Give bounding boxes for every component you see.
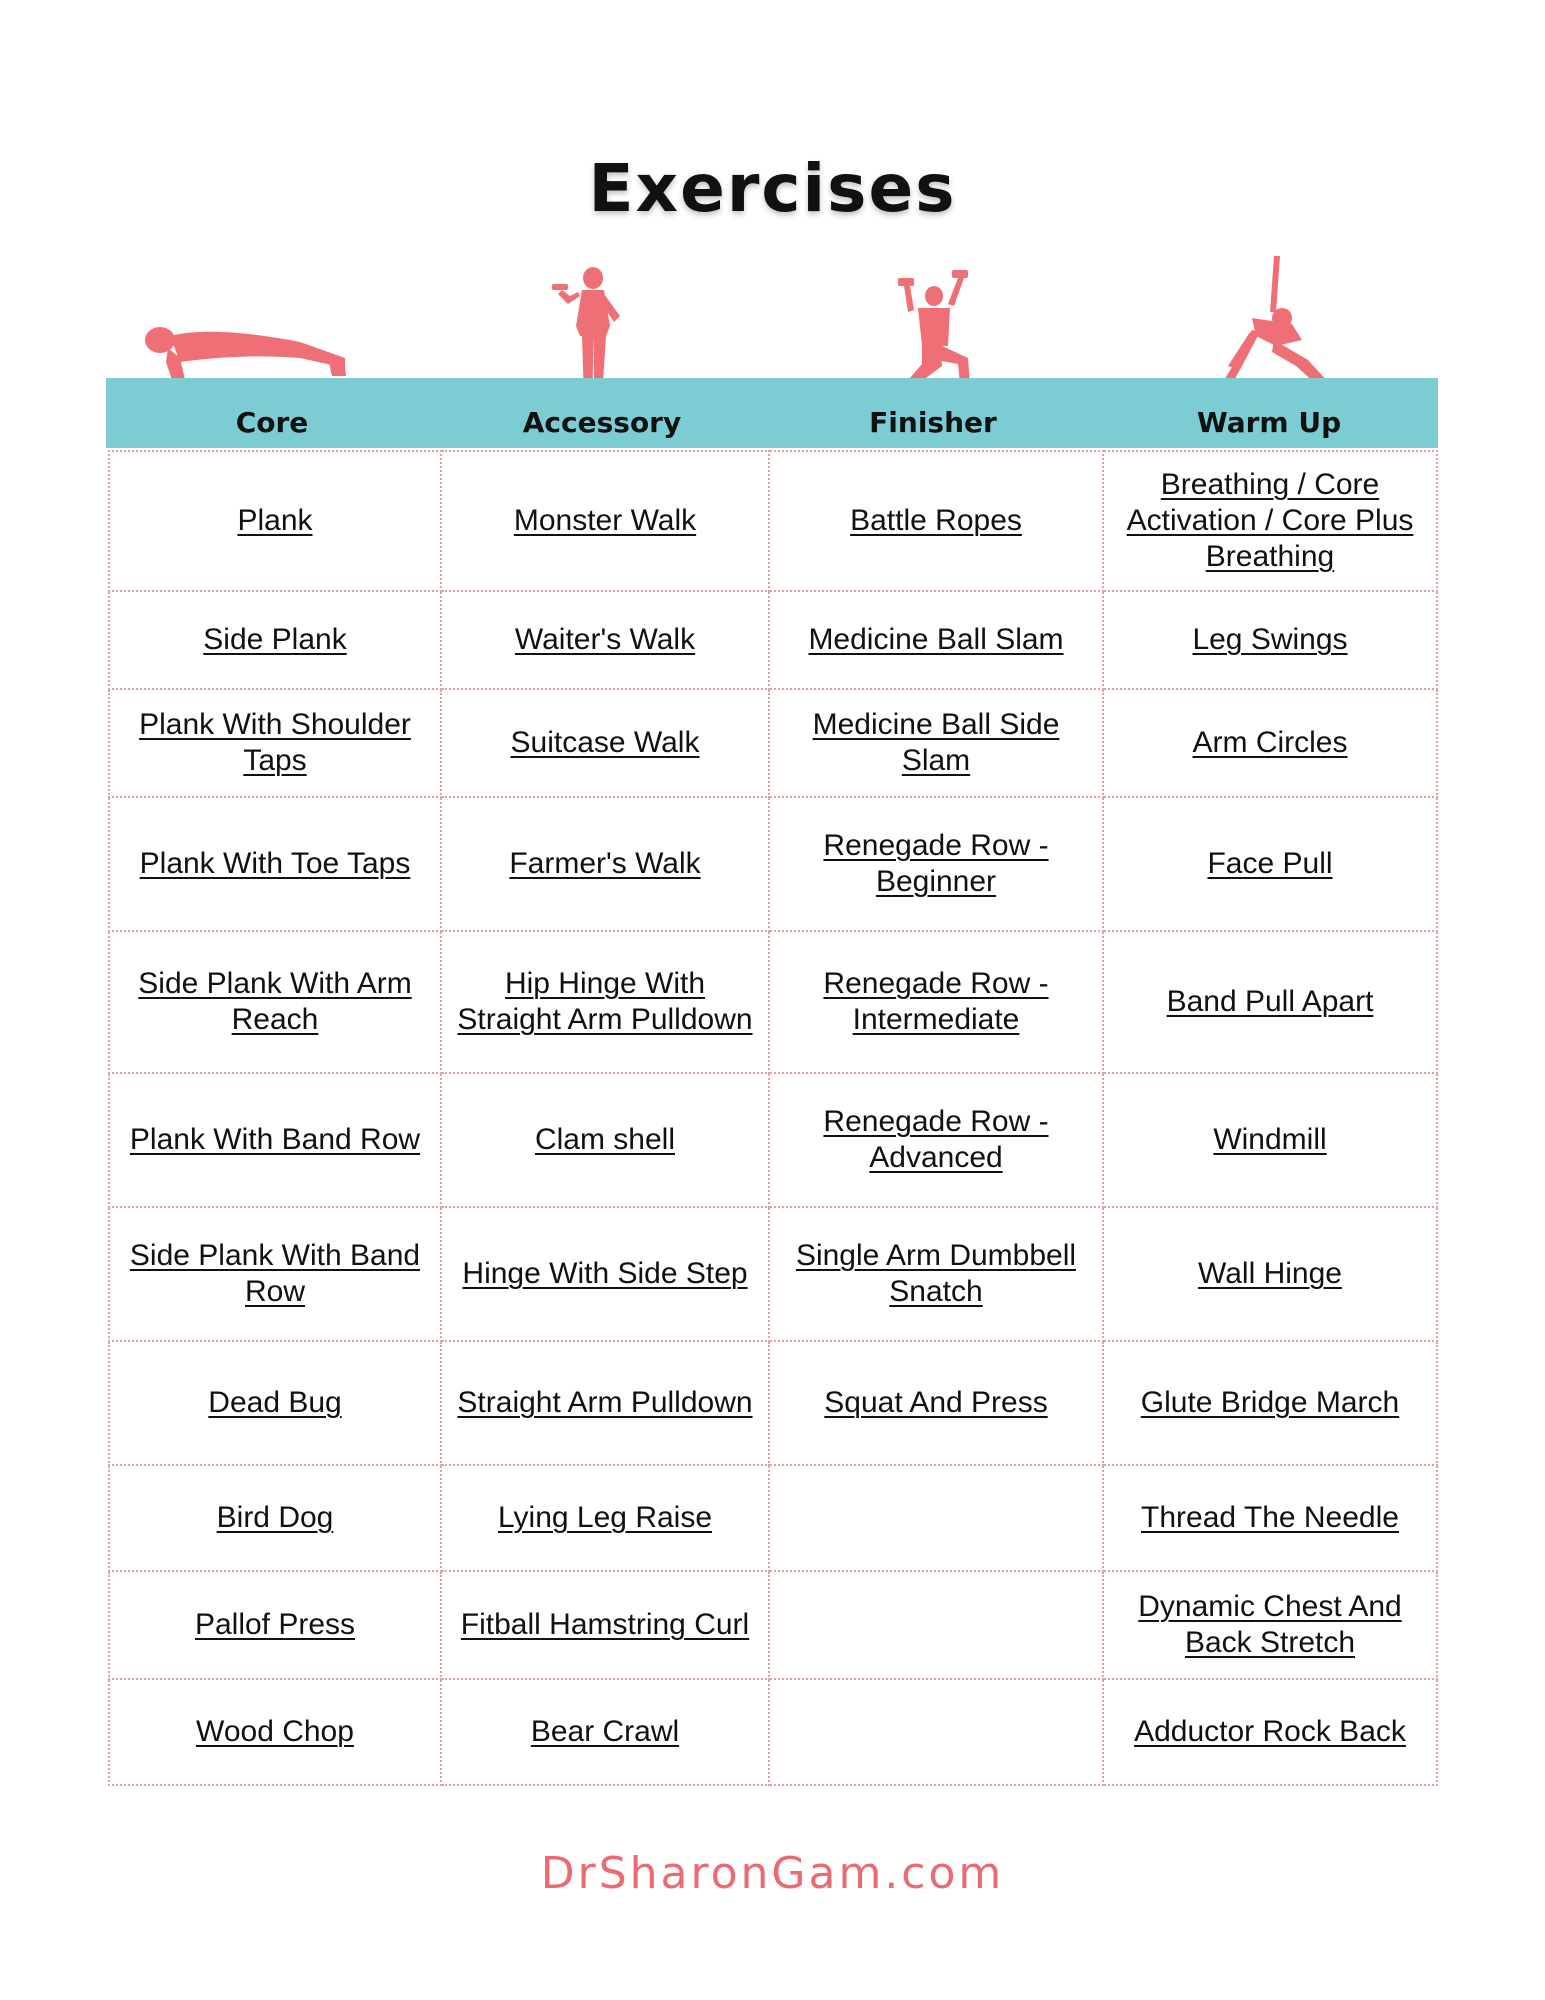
table-cell <box>1103 1341 1437 1465</box>
table-cell <box>1103 591 1437 689</box>
exercise-link[interactable]: Pallof Press <box>194 1608 356 1641</box>
table-cell <box>441 1571 769 1679</box>
exercise-link[interactable]: Renegade Row - Intermediate <box>823 967 1049 1036</box>
table-cell <box>769 797 1103 931</box>
exercise-table <box>108 450 1438 1786</box>
exercise-link[interactable]: Plank With Toe Taps <box>139 847 411 880</box>
table-cell <box>1103 689 1437 797</box>
exercise-link[interactable]: Plank With Band Row <box>129 1123 421 1156</box>
exercise-link[interactable]: Side Plank <box>203 623 347 656</box>
table-cell <box>109 1341 441 1465</box>
table-cell <box>769 1571 1103 1679</box>
exercise-link[interactable]: Bear Crawl <box>530 1715 680 1748</box>
table-row <box>109 451 1437 591</box>
exercise-link[interactable]: Side Plank With Arm Reach <box>138 967 412 1036</box>
table-cell <box>441 1073 769 1207</box>
table-cell <box>109 797 441 931</box>
table-cell <box>1103 1571 1437 1679</box>
exercise-link[interactable]: Thread The Needle <box>1141 1501 1399 1534</box>
table-cell <box>769 1207 1103 1341</box>
table-row <box>109 1341 1437 1465</box>
table-cell <box>441 931 769 1073</box>
exercise-link[interactable]: Side Plank With Band Row <box>129 1239 421 1308</box>
table-cell <box>441 689 769 797</box>
table-cell <box>1103 1679 1437 1785</box>
table-row <box>109 689 1437 797</box>
page-title: Exercises <box>588 150 957 227</box>
table-cell <box>769 1073 1103 1207</box>
table-row <box>109 1679 1437 1785</box>
table-cell <box>441 451 769 591</box>
footer-website: DrSharonGam.com <box>540 1848 1005 1899</box>
exercise-link[interactable]: Plank <box>237 504 313 537</box>
exercise-link[interactable]: Dynamic Chest And Back Stretch <box>1138 1590 1402 1659</box>
table-row <box>109 1207 1437 1341</box>
table-row <box>109 1465 1437 1571</box>
exercise-link[interactable]: Medicine Ball Side Slam <box>812 708 1060 777</box>
table-cell <box>441 1341 769 1465</box>
exercise-link[interactable]: Waiter's Walk <box>514 623 696 656</box>
column-header-core: Core <box>235 405 309 439</box>
table-cell <box>109 1465 441 1571</box>
table-cell <box>769 689 1103 797</box>
table-cell <box>441 1465 769 1571</box>
exercise-link[interactable]: Leg Swings <box>1192 623 1348 656</box>
table-cell <box>769 591 1103 689</box>
exercise-link[interactable]: Renegade Row - Advanced <box>823 1105 1049 1174</box>
table-cell <box>1103 1073 1437 1207</box>
table-cell <box>441 797 769 931</box>
table-cell <box>109 1571 441 1679</box>
exercise-link[interactable]: Fitball Hamstring Curl <box>460 1608 750 1641</box>
table-row <box>109 1571 1437 1679</box>
header-band <box>106 378 1438 448</box>
table-cell <box>109 591 441 689</box>
exercise-link[interactable]: Wood Chop <box>196 1715 354 1748</box>
exercise-link[interactable]: Lying Leg Raise <box>497 1501 713 1534</box>
table-cell <box>769 1679 1103 1785</box>
exercise-link[interactable]: Plank With Shoulder Taps <box>139 708 411 777</box>
table-cell <box>1103 797 1437 931</box>
exercise-link[interactable]: Hip Hinge With Straight Arm Pulldown <box>457 967 753 1036</box>
exercise-link[interactable]: Glute Bridge March <box>1140 1386 1400 1419</box>
exercise-link[interactable]: Clam shell <box>534 1123 676 1156</box>
column-header-warm-up: Warm Up <box>1196 405 1342 439</box>
column-header-finisher: Finisher <box>869 405 997 439</box>
table-cell <box>769 1465 1103 1571</box>
table-cell <box>109 451 441 591</box>
exercise-link[interactable]: Single Arm Dumbbell Snatch <box>795 1239 1077 1308</box>
table-cell <box>109 1073 441 1207</box>
exercise-link[interactable]: Monster Walk <box>513 504 697 537</box>
exercise-link[interactable]: Face Pull <box>1207 847 1333 880</box>
table-cell <box>769 931 1103 1073</box>
exercise-link[interactable]: Battle Ropes <box>850 504 1022 537</box>
table-cell <box>109 1679 441 1785</box>
table-cell <box>1103 451 1437 591</box>
exercise-link[interactable]: Hinge With Side Step <box>462 1257 748 1290</box>
table-cell <box>441 1679 769 1785</box>
table-row <box>109 797 1437 931</box>
table-cell <box>441 591 769 689</box>
exercise-link[interactable]: Windmill <box>1213 1123 1327 1156</box>
table-row <box>109 931 1437 1073</box>
exercise-link[interactable]: Suitcase Walk <box>510 726 700 759</box>
exercise-link[interactable]: Renegade Row - Beginner <box>823 829 1049 898</box>
table-cell <box>1103 1465 1437 1571</box>
table-cell <box>1103 931 1437 1073</box>
lunge-press-figure-icon <box>882 266 992 390</box>
table-cell <box>109 689 441 797</box>
triangle-stretch-figure-icon <box>1212 256 1342 388</box>
exercise-link[interactable]: Adductor Rock Back <box>1134 1715 1406 1748</box>
table-row <box>109 591 1437 689</box>
table-row <box>109 1073 1437 1207</box>
exercise-link[interactable]: Breathing / Core Activation / Core Plus Breathing <box>1126 468 1414 573</box>
table-cell <box>441 1207 769 1341</box>
exercise-link[interactable]: Medicine Ball Slam <box>808 623 1064 656</box>
table-cell <box>769 1341 1103 1465</box>
column-header-accessory: Accessory <box>522 405 682 439</box>
table-cell <box>109 1207 441 1341</box>
exercise-link[interactable]: Dead Bug <box>208 1386 342 1419</box>
exercise-link[interactable]: Farmer's Walk <box>509 847 701 880</box>
exercise-link[interactable]: Wall Hinge <box>1198 1257 1342 1290</box>
exercise-link[interactable]: Squat And Press <box>824 1386 1048 1419</box>
exercise-link[interactable]: Bird Dog <box>216 1501 334 1534</box>
exercise-link[interactable]: Band Pull Apart <box>1166 985 1374 1018</box>
table-cell <box>769 451 1103 591</box>
table-cell <box>109 931 441 1073</box>
exercise-link[interactable]: Straight Arm Pulldown <box>457 1386 753 1419</box>
table-cell <box>1103 1207 1437 1341</box>
exercise-link[interactable]: Arm Circles <box>1192 726 1348 759</box>
